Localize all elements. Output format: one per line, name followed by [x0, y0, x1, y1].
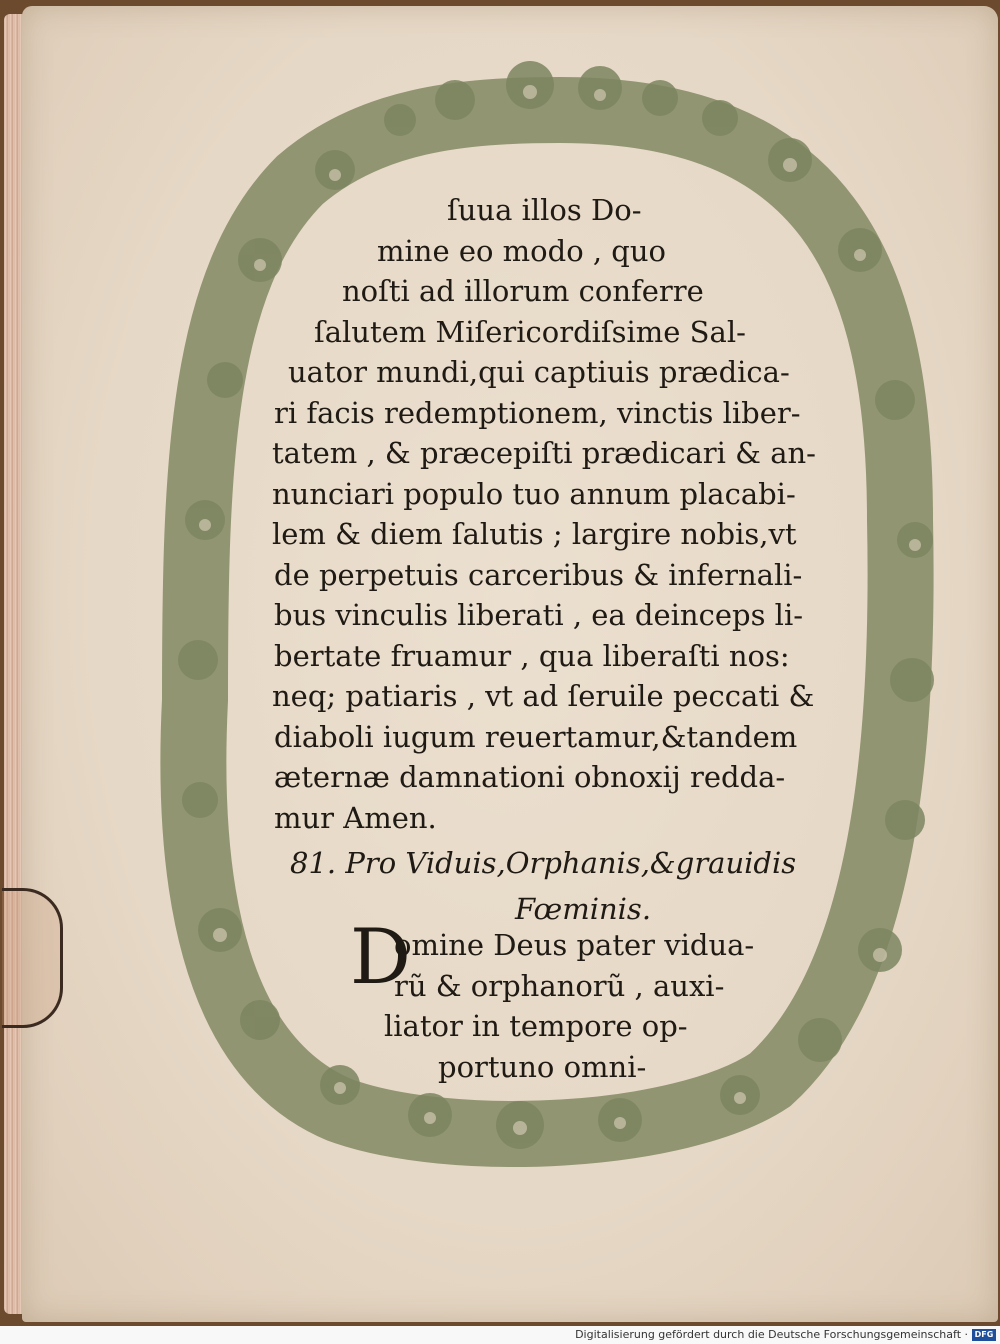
text-line: mine eo modo , quo — [377, 233, 667, 268]
text-line: ri facis redemptionem, vinctis liber- — [274, 395, 801, 430]
text-line: noſti ad illorum conferre — [342, 274, 704, 308]
dfg-logo: DFG — [972, 1329, 996, 1341]
text-line: æternæ damnationi obnoxij redda- — [274, 760, 786, 794]
text-line: nunciari populo tuo annum placabi- — [272, 476, 796, 511]
text-line: portuno omni- — [438, 1049, 647, 1084]
text-line: bus vinculis liberati , ea deinceps li- — [274, 598, 804, 632]
text-line: liator in tempore op- — [384, 1009, 688, 1043]
text-line: omine Deus pater vidua- — [394, 928, 755, 962]
text-line: de perpetuis carceribus & infernali- — [274, 557, 803, 592]
text-line: uator mundi,qui captiuis prædica- — [288, 355, 790, 389]
body-text — [262, 190, 852, 838]
text-line: tatem , & præcepiſti prædicari & an- — [272, 436, 816, 470]
text-line: neq; patiaris , vt ad ſeruile peccati & — [272, 679, 815, 713]
heading-line: 81. Pro Viduis,Orphanis,&grauidis — [290, 846, 797, 880]
text-line: mur Amen. — [274, 800, 437, 835]
footer-credit: Digitalisierung gefördert durch die Deutsche Forschungsgemeinschaft · — [575, 1328, 968, 1341]
text-line: ſalutem Miſericordiſsime Sal- — [314, 314, 746, 349]
text-line: diaboli iugum reuertamur,&tandem — [274, 719, 798, 754]
text-line: lem & diem ſalutis ; largire nobis,vt — [272, 517, 797, 551]
text-line: rũ & orphanorũ , auxi- — [394, 968, 725, 1003]
prayer-text — [352, 925, 792, 1087]
book-clasp — [2, 888, 63, 1028]
drop-cap: D — [350, 912, 411, 1001]
text-line: bertate fruamur , qua liberaſti nos: — [274, 638, 790, 673]
text-line: ſuua illos Do- — [447, 193, 642, 227]
heading-line: Fœminis. — [515, 892, 652, 926]
